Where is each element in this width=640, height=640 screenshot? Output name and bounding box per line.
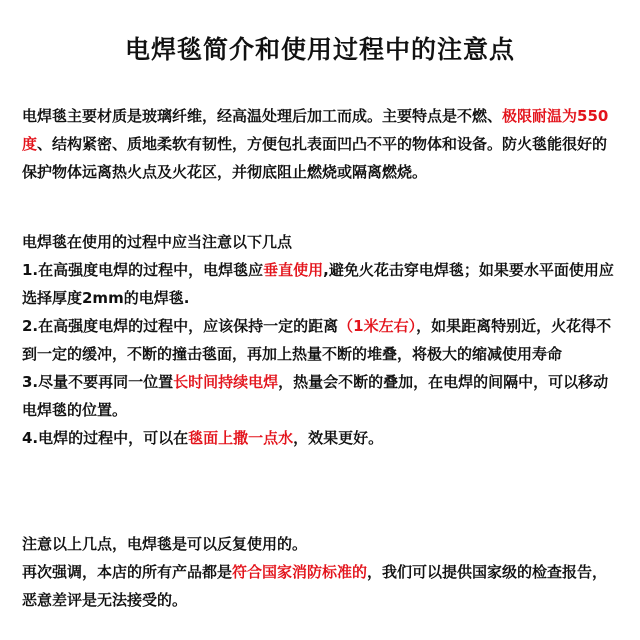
item-highlight: 长时间持续电焊 bbox=[173, 373, 279, 391]
item-highlight: （1米左右） bbox=[338, 317, 417, 335]
list-item bbox=[22, 256, 622, 312]
page-title: 电焊毯简介和使用过程中的注意点 bbox=[124, 35, 515, 64]
closing-paragraph bbox=[22, 530, 622, 614]
closing-highlight: 符合国家消防标准的 bbox=[232, 563, 368, 581]
item-highlight: 垂直使用 bbox=[263, 261, 324, 279]
item-text-1: 3.尽量不要再同一位置 bbox=[22, 373, 174, 391]
list-item bbox=[22, 424, 622, 452]
usage-notes-section bbox=[22, 228, 622, 452]
item-text-1: 1.在高强度电焊的过程中，电焊毯应 bbox=[22, 261, 264, 279]
item-text-2: ，热量会不断的叠加，在电焊的间隔中，可以移动电焊毯的位置。 bbox=[22, 373, 609, 419]
item-text-1: 2.在高强度电焊的过程中，应该保持一定的距离 bbox=[22, 317, 339, 335]
closing-text-1: 再次强调，本店的所有产品都是 bbox=[22, 563, 233, 581]
intro-text-2: 、结构紧密、质地柔软有韧性，方便包扎表面凹凸不平的物体和设备。防火毯能很好的保护物体远离热火点及火花区，并彻底阻止燃烧或隔离燃烧。 bbox=[22, 135, 608, 181]
list-item bbox=[22, 368, 622, 424]
item-text-2: ，如果距离特别近，火花得不到一定的缓冲，不断的撞击毯面，再加上热量不断的堆叠，将极大的缩减使用寿命 bbox=[22, 317, 612, 363]
item-highlight: 毯面上撒一点水 bbox=[188, 429, 294, 447]
intro-text-1: 电焊毯主要材质是玻璃纤维，经高温处理后加工而成。主要特点是不燃、 bbox=[22, 107, 503, 125]
closing-line-2 bbox=[22, 558, 622, 614]
closing-text-2: ，我们可以提供国家级的检查报告，恶意差评是无法接受的。 bbox=[22, 563, 608, 609]
intro-paragraph bbox=[22, 102, 622, 186]
list-item bbox=[22, 312, 622, 368]
item-text-1: 4.电焊的过程中，可以在 bbox=[22, 429, 189, 447]
section-heading: 电焊毯在使用的过程中应当注意以下几点 bbox=[22, 233, 293, 251]
item-text-2: ，效果更好。 bbox=[293, 429, 384, 447]
closing-line-1: 注意以上几点，电焊毯是可以反复使用的。 bbox=[22, 535, 308, 553]
item-text-2: ,避免火花击穿电焊毯；如果要水平面使用应选择厚度2mm的电焊毯. bbox=[22, 261, 614, 307]
intro-highlight: 极限耐温为550度 bbox=[22, 107, 609, 153]
